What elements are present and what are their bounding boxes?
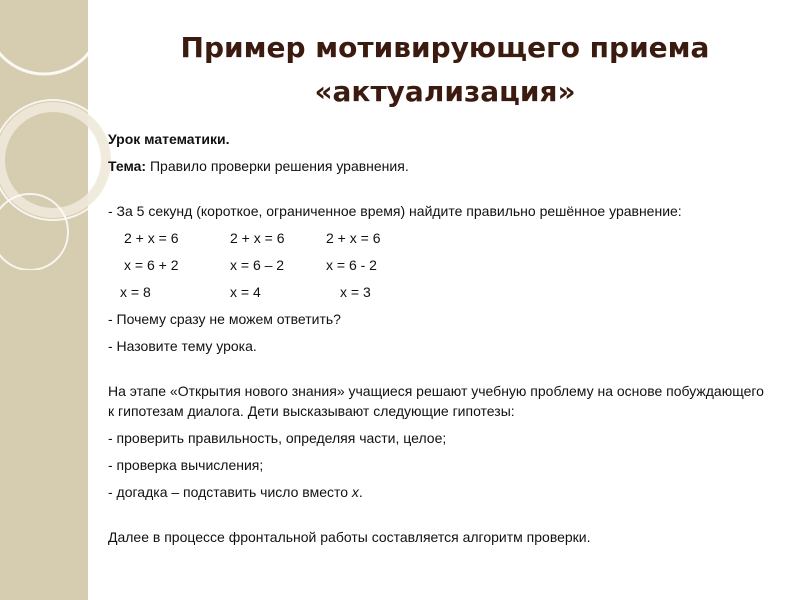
discovery-paragraph: На этапе «Открытия нового знания» учащиеся решают учебную проблему на основе побуждающего к гипотезам диалога. Дети высказывают следующие гипотезы:: [108, 383, 764, 419]
question-2: - Назовите тему урока.: [108, 338, 257, 354]
task-text: - За 5 секунд (короткое, ограниченное время) найдите правильно решённое уравнение:: [108, 203, 682, 219]
hypothesis-3-text: - догадка – подставить число вместо: [108, 484, 352, 500]
topic-text: Правило проверки решения уравнения.: [146, 158, 409, 174]
hypothesis-1: - проверить правильность, определяя части, целое;: [108, 430, 447, 446]
question-1: - Почему сразу не можем ответить?: [108, 311, 341, 327]
slide-title: [100, 26, 790, 114]
hypothesis-2: - проверка вычисления;: [108, 457, 264, 473]
equation-row-1: [108, 228, 768, 248]
equation-cell: x = 8: [120, 284, 151, 300]
equation-cell: 2 + x = 6: [326, 230, 381, 246]
slide-title-line2: «актуализация»: [314, 75, 576, 108]
slide-content: [108, 129, 768, 554]
lesson-heading: Урок математики.: [108, 131, 230, 147]
topic-line: [108, 156, 768, 176]
equation-cell: x = 4: [230, 284, 261, 300]
ring-top: [0, 0, 102, 74]
equation-cell: x = 6 - 2: [326, 257, 377, 273]
equation-cell: x = 6 – 2: [230, 257, 285, 273]
equation-row-2: [108, 255, 768, 275]
final-statement: Далее в процессе фронтальной работы составляется алгоритм проверки.: [108, 529, 591, 545]
hypothesis-3-end: .: [358, 484, 363, 500]
equation-cell: x = 3: [340, 284, 371, 300]
topic-label: Тема:: [108, 158, 147, 174]
slide-title-line1: Пример мотивирующего приема: [180, 31, 710, 64]
hypothesis-3-variable: х: [351, 484, 359, 500]
equation-cell: 2 + x = 6: [124, 230, 179, 246]
hypothesis-3: [108, 482, 768, 502]
equation-row-3: [108, 282, 768, 302]
equation-cell: x = 6 + 2: [124, 257, 179, 273]
equation-cell: 2 + x = 6: [230, 230, 285, 246]
